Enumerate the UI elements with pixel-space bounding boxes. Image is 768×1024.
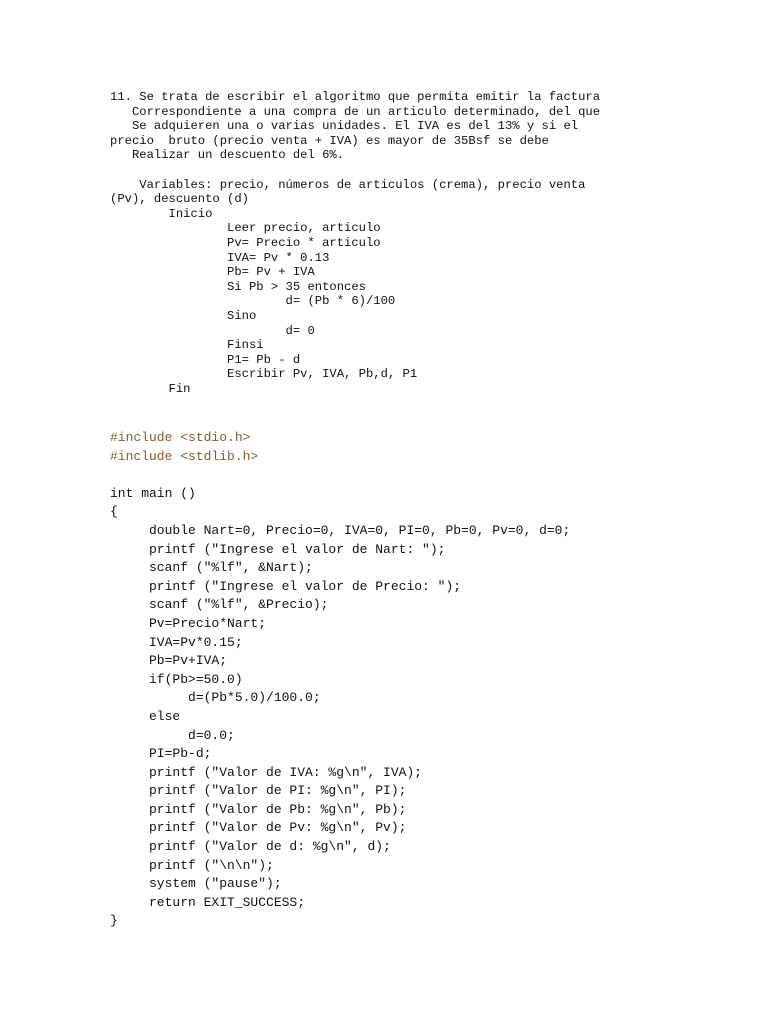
blank-line [110, 466, 750, 485]
algorithm-line: d= (Pb * 6)/100 [110, 294, 396, 309]
code-line: printf ("Ingrese el valor de Nart: "); [110, 541, 446, 557]
algorithm-line: Sino [110, 308, 257, 323]
code-line: printf ("Valor de d: %g\n", d); [110, 839, 391, 855]
algorithm-line: Escribir Pv, IVA, Pb,d, P1 [110, 367, 418, 382]
algorithm-line: IVA= Pv * 0.13 [110, 250, 330, 265]
code-line: printf ("Valor de Pb: %g\n", Pb); [110, 801, 407, 817]
code-line: PI=Pb-d; [110, 746, 212, 762]
code-line: if(Pb>=50.0) [110, 671, 243, 687]
code-line: { [110, 504, 118, 520]
statement-line: Realizar un descuento del 6%. [110, 148, 345, 163]
code-line: } [110, 913, 118, 929]
code-line: d=(Pb*5.0)/100.0; [110, 690, 321, 706]
code-line: scanf ("%lf", &Precio); [110, 597, 329, 613]
algorithm-line: d= 0 [110, 323, 315, 338]
code-line: d=0.0; [110, 727, 235, 743]
algorithm-line: Si Pb > 35 entonces [110, 279, 366, 294]
statement-line: Se adquieren una o varias unidades. El IVA es del 13% y si el [110, 119, 579, 134]
statement-line: precio bruto (precio venta + IVA) es mayor de 35Bsf se debe [110, 133, 549, 148]
code-line: double Nart=0, Precio=0, IVA=0, PI=0, Pb=0, Pv=0, d=0; [110, 522, 571, 538]
algorithm-line: P1= Pb - d [110, 352, 301, 367]
statement-line: 11. Se trata de escribir el algoritmo que permita emitir la factura [110, 90, 601, 104]
code-line: IVA=Pv*0.15; [110, 634, 243, 650]
code-line: system ("pause"); [110, 876, 282, 892]
algorithm-line: Leer precio, articulo [110, 221, 381, 236]
algorithm-line: Inicio [110, 206, 213, 221]
variables-line: Variables: precio, números de articulos (crema), precio venta [110, 177, 586, 192]
include-directive: #include <stdlib.h> [110, 448, 259, 464]
code-line: printf ("Ingrese el valor de Precio: "); [110, 578, 462, 594]
code-line: Pv=Precio*Nart; [110, 615, 267, 631]
algorithm-line: Pb= Pv + IVA [110, 265, 315, 280]
algorithm-line: Finsi [110, 338, 264, 353]
code-line: return EXIT_SUCCESS; [110, 894, 306, 910]
code-line: printf ("Valor de Pv: %g\n", Pv); [110, 820, 407, 836]
code-section [110, 429, 750, 931]
code-line: printf ("Valor de PI: %g\n", PI); [110, 783, 407, 799]
code-line: printf ("Valor de IVA: %g\n", IVA); [110, 764, 423, 780]
algorithm-line: Pv= Precio * articulo [110, 235, 381, 250]
statement-line: Correspondiente a una compra de un articulo determinado, del que [110, 104, 601, 119]
include-directive: #include <stdio.h> [110, 430, 251, 445]
code-line: scanf ("%lf", &Nart); [110, 560, 313, 576]
code-line: printf ("\n\n"); [110, 857, 274, 873]
code-line: Pb=Pv+IVA; [110, 653, 228, 669]
code-line: else [110, 708, 181, 724]
variables-line: (Pv), descuento (d) [110, 192, 249, 207]
code-line: int main () [110, 485, 196, 501]
algorithm-line: Fin [110, 381, 191, 396]
blank-line [110, 163, 750, 178]
problem-section [110, 90, 750, 396]
